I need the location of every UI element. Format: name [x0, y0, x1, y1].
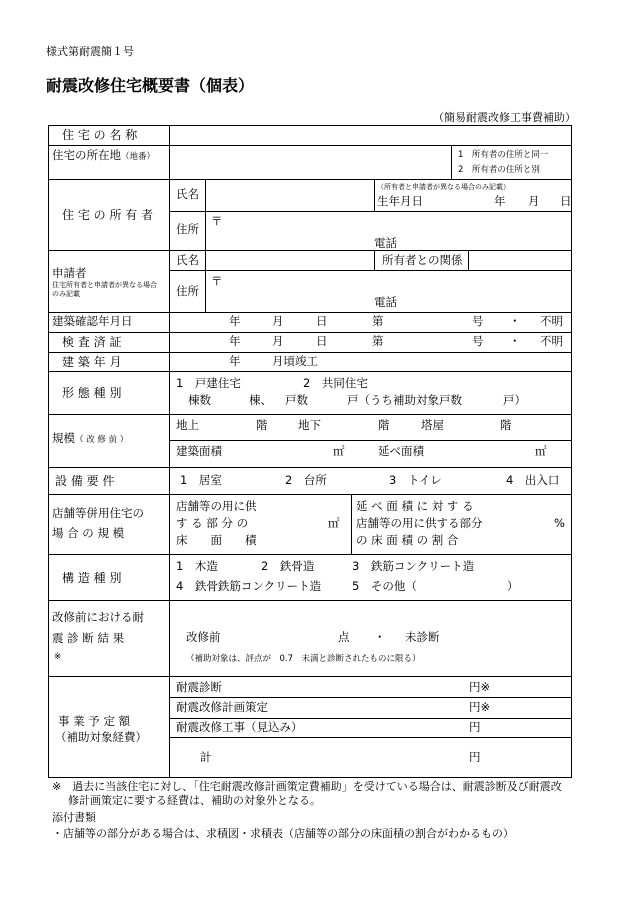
budget-total: 計: [200, 750, 212, 764]
confirm-number-prefix: 第: [372, 314, 384, 328]
label-construction-year: 建 築 年 月: [62, 355, 122, 369]
label-inspection: 検 査 済 証: [62, 335, 122, 349]
owner-address-label: 住所: [176, 222, 199, 236]
underground-floors: 階: [378, 418, 390, 432]
option-detached: 1 戸建住宅: [176, 376, 241, 390]
penthouse-label: 塔屋: [421, 418, 444, 432]
label-structure: 構 造 種 別: [62, 571, 122, 585]
confirm-day: 日: [316, 314, 328, 328]
label-scale: 規模（ 改 修 前 ）: [52, 431, 129, 445]
footnote-1: ※ 過去に当該住宅に対し、「住宅耐震改修計画策定費補助」を受けている場合は、耐震診断及び耐震改: [52, 780, 562, 793]
label-budget-sub: （補助対象経費）: [55, 730, 147, 744]
ratio-unit: %: [554, 516, 565, 530]
construction-year: 年: [229, 354, 241, 368]
applicant-postal-mark: 〒: [211, 274, 223, 288]
budget-diagnosis: 耐震診断: [176, 680, 222, 694]
label-facility: 設 備 要 件: [55, 474, 115, 488]
applicant-name-label: 氏名: [176, 253, 199, 267]
subtitle: （簡易耐震改修工事費補助）: [433, 111, 576, 124]
label-diagnosis-2: 震 診 断 結 果: [52, 631, 125, 645]
owner-diff-option: 2 所有者の住所と別: [458, 165, 540, 175]
facility-toilet: 3 トイレ: [389, 473, 442, 487]
diagnosis-note: （補助対象は、評点が 0.7 未満と診断されたものに限る）: [186, 654, 421, 664]
ratio-3: の 床 面 積 の 割 合: [356, 533, 459, 547]
above-ground-floors: 階: [256, 418, 268, 432]
structure-wood: 1 木造: [176, 559, 218, 573]
shop-area-unit: ㎡: [328, 516, 340, 530]
buildings-label: 棟数: [188, 393, 211, 407]
diagnosis-dot: ・: [374, 630, 386, 644]
label-applicant: 申請者: [52, 266, 87, 280]
facility-room: 1 居室: [180, 473, 222, 487]
owner-same-option: 1 所有者の住所と同一: [458, 150, 549, 160]
ratio-2: 店舗等の用に供する部分: [356, 516, 483, 530]
budget-plan: 耐震改修計画策定: [176, 700, 268, 714]
structure-steel: 2 鉄骨造: [261, 559, 315, 573]
footnote-2: 修計画策定に要する経費は、補助の対象外となる。: [68, 794, 321, 807]
diagnosis-mark: ※: [54, 652, 62, 662]
label-budget: 事 業 予 定 額: [58, 714, 131, 728]
above-ground-label: 地上: [176, 418, 199, 432]
applicant-note-1: 住宅所有者と申請者が異なる場合: [52, 281, 157, 289]
inspection-year: 年: [229, 334, 241, 348]
birth-note: （所有者と申請者が異なる場合のみ記載）: [377, 183, 510, 191]
penthouse-floors: 階: [500, 418, 512, 432]
construction-completion: 月頃竣工: [272, 354, 318, 368]
units-detail: 戸（うち補助対象戸数: [347, 393, 462, 407]
attachments-title: 添付書類: [52, 811, 96, 824]
budget-construction-yen: 円: [469, 720, 481, 734]
structure-src: 4 鉄骨鉄筋コンクリート造: [176, 579, 322, 593]
building-area-unit: ㎡: [333, 444, 345, 458]
structure-other-close: ）: [507, 579, 519, 593]
label-shop-2: 場 合 の 規 模: [52, 526, 125, 540]
shop-area-3: 床 面 積: [176, 533, 257, 547]
total-floor-area-unit: ㎡: [535, 444, 547, 458]
facility-kitchen: 2 台所: [285, 473, 327, 487]
budget-diagnosis-yen: 円※: [469, 680, 491, 694]
owner-postal-mark: 〒: [211, 214, 223, 228]
shop-area-1: 店舗等の用に供: [176, 499, 257, 513]
underground-label: 地下: [298, 418, 321, 432]
facility-entrance: 4 出入口: [506, 473, 560, 487]
inspection-number-prefix: 第: [372, 334, 384, 348]
inspection-month: 月: [272, 334, 284, 348]
budget-construction: 耐震改修工事（見込み）: [176, 720, 303, 734]
buildings-unit: 棟、: [249, 393, 272, 407]
label-form-type: 形 態 種 別: [62, 386, 122, 400]
ratio-1: 延 べ 面 積 に 対 す る: [356, 499, 474, 513]
relationship-label: 所有者との関係: [382, 253, 463, 267]
label-shop-1: 店舗等併用住宅の: [52, 506, 144, 520]
birth-month: 月: [528, 194, 540, 208]
building-area-label: 建築面積: [176, 444, 222, 458]
diagnosis-not-done: 未診断: [405, 630, 440, 644]
confirm-dot: ・: [509, 314, 521, 328]
form-number: 様式第耐震簡１号: [46, 45, 134, 58]
inspection-number-suffix: 号: [472, 334, 484, 348]
total-floor-area-label: 延べ面積: [378, 444, 424, 458]
inspection-dot: ・: [509, 334, 521, 348]
structure-rc: 3 鉄筋コンクリート造: [352, 559, 475, 573]
label-house-location: 住宅の所在地（地番）: [52, 148, 156, 162]
diagnosis-before: 改修前: [186, 630, 221, 644]
applicant-phone-label: 電話: [374, 295, 397, 309]
owner-phone-label: 電話: [374, 236, 397, 250]
shop-area-2: す る 部 分 の: [176, 516, 249, 530]
units-label: 戸数: [285, 393, 308, 407]
attachments-item: ・店舗等の部分がある場合は、求積図・求積表（店舗等の部分の床面積の割合がわかるもの）: [52, 827, 514, 840]
confirm-unknown: 不明: [540, 314, 563, 328]
label-building-confirm: 建築確認年月日: [52, 314, 133, 328]
budget-plan-yen: 円※: [469, 700, 491, 714]
inspection-day: 日: [316, 334, 328, 348]
applicant-address-label: 住所: [176, 284, 199, 298]
birth-year: 年: [494, 194, 506, 208]
owner-name-label: 氏名: [176, 187, 199, 201]
page-title: 耐震改修住宅概要書（個表）: [46, 76, 255, 95]
birth-label: 生年月日: [377, 194, 423, 208]
label-diagnosis-1: 改修前における耐: [52, 610, 144, 624]
confirm-year: 年: [229, 314, 241, 328]
label-owner: 住 宅 の 所 有 者: [62, 208, 154, 222]
confirm-number-suffix: 号: [472, 314, 484, 328]
confirm-month: 月: [272, 314, 284, 328]
birth-day: 日: [560, 194, 572, 208]
applicant-note-2: のみ記載: [52, 290, 80, 298]
structure-other: 5 その他（: [352, 579, 417, 593]
diagnosis-points: 点: [338, 630, 350, 644]
units-close: 戸）: [503, 393, 526, 407]
budget-total-yen: 円: [469, 750, 481, 764]
option-collective: 2 共同住宅: [303, 376, 368, 390]
label-house-name: 住 宅 の 名 称: [62, 128, 138, 142]
inspection-unknown: 不明: [540, 334, 563, 348]
